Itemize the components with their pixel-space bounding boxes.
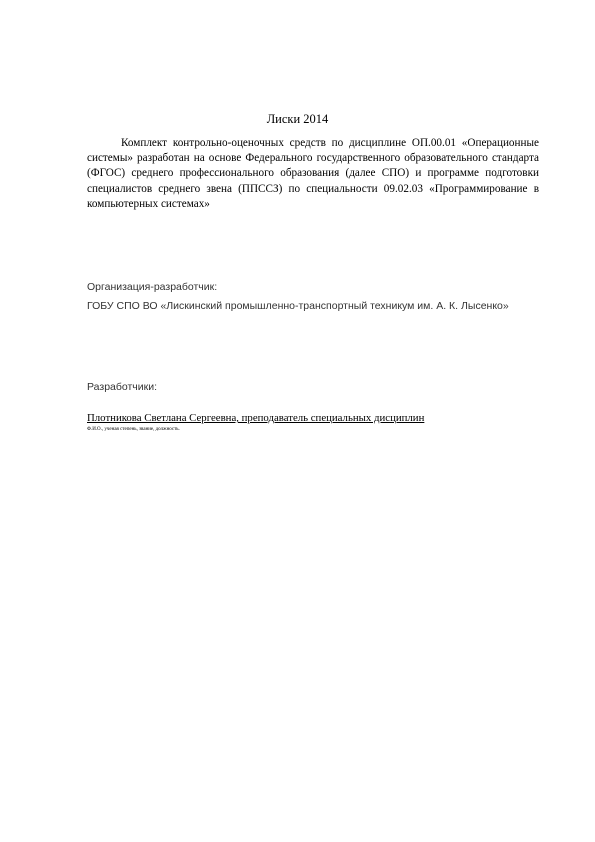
developers-label: Разработчики: bbox=[87, 381, 158, 393]
organization-name: ГОБУ СПО ВО «Лискинский промышленно-транспортный техникум им. А. К. Лысенко» bbox=[87, 300, 509, 312]
developer-caption: Ф.И.О., ученая степень, звание, должность. bbox=[87, 427, 180, 432]
intro-paragraph: Комплект контрольно-оценочных средств по дисциплине ОП.00.01 «Операционные системы» разработан на основе Федерального государственного образовательного стандарта (ФГОС) среднего профессионального образования (далее СПО) и программе подготовки специалистов среднего звена (ППССЗ) по специальности 09.02.03 «Программирование в компьютерных системах» bbox=[87, 137, 539, 210]
developer-name: Плотникова Светлана Сергеевна, преподаватель специальных дисциплин bbox=[87, 412, 425, 424]
document-title: Лиски 2014 bbox=[266, 112, 329, 126]
organization-label: Организация-разработчик: bbox=[87, 281, 218, 293]
